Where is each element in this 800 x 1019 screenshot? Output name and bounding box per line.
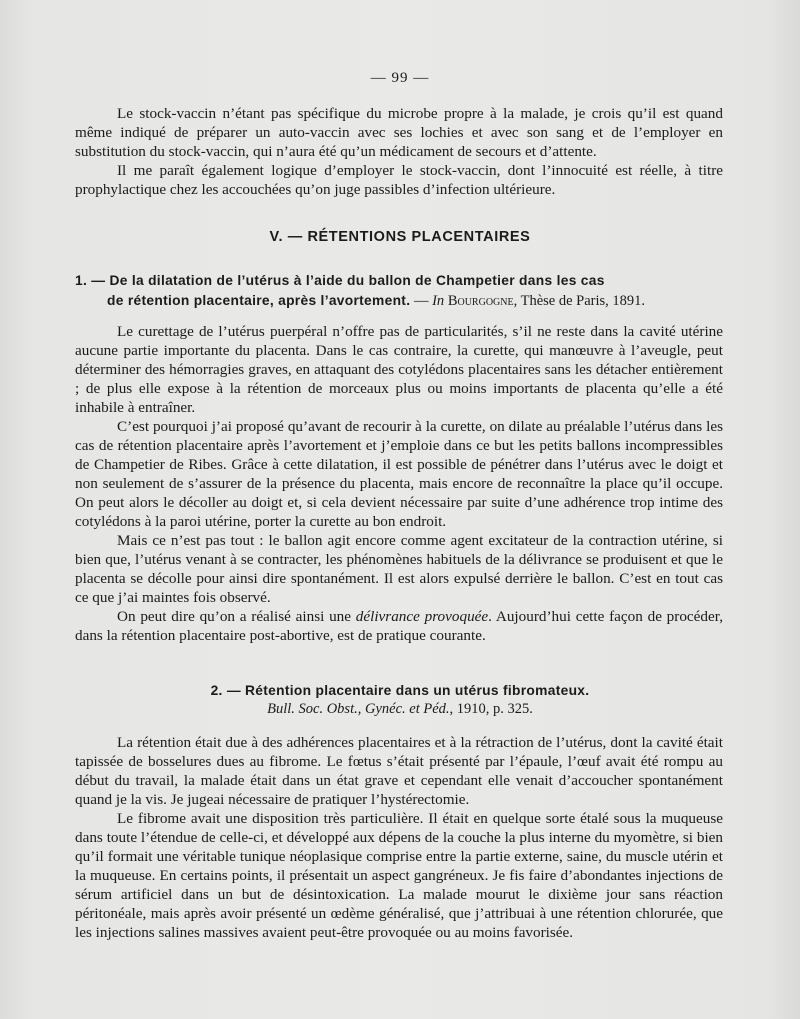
subsection-2-reference xyxy=(0,700,800,719)
ref-journal: Bull. Soc. Obst., Gynéc. et Péd. xyxy=(267,701,450,717)
subsection-1-heading xyxy=(75,271,725,311)
paragraph-text: . Aujourd’hui cette façon de procéder, dans la rétention placentaire post-abortive, est de pratique courante. xyxy=(75,608,723,644)
paragraph: C’est pourquoi j’ai proposé qu’avant de recourir à la curette, on dilate au préalable l’utérus dans les cas de rétention placentaire après l’avortement et j’emploie dans ce but les petits ballons incompressibles de Champetier de Ribes. Grâce à cette dilatation, il est possible de pénétrer dans l’utérus avec le doigt et non seulement de s’assurer de la présence du placenta, mais encore de reconnaître la place qu’il occupe. On peut alors le décoller au doigt et, si cela devient nécessaire par suite d’une adhérence trop intime des cotylédons à la paroi utérine, porter la curette au bon endroit. xyxy=(75,418,723,530)
ref-in: In xyxy=(432,293,445,309)
subsection-1-body xyxy=(75,322,723,645)
page-number: — 99 — xyxy=(370,70,430,86)
subsection-2-body xyxy=(75,733,723,942)
subsection-1-title-line1: 1. — De la dilatation de l’utérus à l’aide du ballon de Champetier dans les cas xyxy=(75,273,605,288)
paragraph xyxy=(75,607,723,645)
ref-dash: — xyxy=(410,293,433,309)
section-title: V. — RÉTENTIONS PLACENTAIRES xyxy=(269,229,531,245)
ref-author: Bourgogne xyxy=(447,293,514,309)
paragraph: Le stock-vaccin n’étant pas spécifique du microbe propre à la malade, je crois qu’il est quand même indiqué de préparer un auto-vaccin avec ses lochies et avec son sang et de l’employer en substitution du stock-vaccin, qui n’aura été qu’un médicament de secours et d’attente. xyxy=(75,105,723,160)
paragraph: Il me paraît également logique d’employer le stock-vaccin, dont l’innocuité est réelle, à titre prophylactique chez les accouchées qu’on juge passibles d’infection ultérieure. xyxy=(75,162,723,198)
emphasis: délivrance provoquée xyxy=(355,608,489,625)
paragraph: Le curettage de l’utérus puerpéral n’offre pas de particularités, s’il ne reste dans la cavité utérine aucune partie importante du placenta. Dans le cas contraire, la curette, qui manœuvre à l’aveugle, peut déterminer des hémorragies graves, en attaquant des cotylédons placentaires sans les détacher entièrement ; de plus elle expose à la rétention de morceaux plus ou moins importants de placenta qu’elle a été inhabile à entraîner. xyxy=(75,323,723,416)
subsection-2-heading xyxy=(0,681,800,719)
subsection-2-title: 2. — Rétention placentaire dans un utérus fibromateux. xyxy=(210,683,590,698)
paragraph: Le fibrome avait une disposition très particulière. Il était en quelque sorte étalé sous la muqueuse dans toute l’étendue de celle-ci, et développé aux dépens de la couche la plus interne du myomètre, si bien qu’il formait une véritable tunique néoplasique comprise entre la partie externe, saine, du muscle utérin et la muqueuse. En certains points, il présentait un aspect gangréneux. Je fis faire d’abondantes injections de sérum artificiel dans un but de désintoxication. La malade mourut le dixième jour sans réaction péritonéale, mais après avoir présenté un œdème généralisé, que j’attribuai à une rétention chlorurée, que les injections salines massives avaient peut-être provoquée ou au moins favorisée. xyxy=(75,810,723,941)
intro-block xyxy=(75,104,723,199)
paragraph: La rétention était due à des adhérences placentaires et à la rétraction de l’utérus, dont la cavité était tapissée de bosselures dues au fibrome. Le fœtus s’était présenté par l’épaule, l’œuf avait été rompu au début du travail, la malade était dans un état grave et cependant elle venait d’accoucher spontanément quand je la vis. Je jugeai nécessaire de pratiquer l’hystérectomie. xyxy=(75,734,723,808)
ref-source: , Thèse de Paris, 1891. xyxy=(513,293,646,309)
paragraph-text: On peut dire qu’on a réalisé ainsi une xyxy=(117,608,356,625)
paragraph: Mais ce n’est pas tout : le ballon agit encore comme agent excitateur de la contraction utérine, si bien que, l’utérus venant à se contracter, les phénomènes habituels de la délivrance se produisent et que le placenta se décolle pour ainsi dire spontanément. Il est alors expulsé derrière le ballon. C’est en tout cas ce que j’ai maintes fois observé. xyxy=(75,532,723,606)
ref-details: , 1910, p. 325. xyxy=(449,701,533,717)
subsection-1-title-line2: de rétention placentaire, après l’avortement. xyxy=(107,293,411,308)
